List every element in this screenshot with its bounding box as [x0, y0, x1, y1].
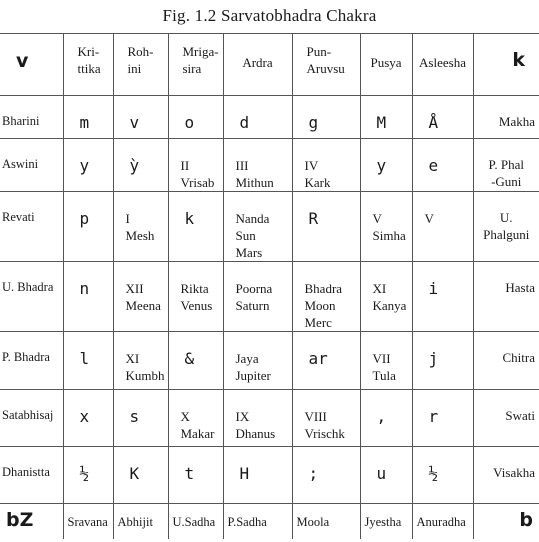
grid-cell-symbol: ½	[79, 464, 90, 483]
grid-cell	[360, 262, 412, 332]
header-label: Asleesha	[419, 55, 466, 70]
grid-cell-symbol: j	[428, 349, 439, 368]
grid-cell-symbol: n	[79, 279, 90, 298]
header-label: Pun- Aruvsu	[306, 44, 345, 76]
grid-cell	[113, 192, 168, 262]
footer-cell	[292, 504, 360, 539]
row-right-label: U. Phalguni	[483, 210, 530, 242]
grid-cell	[113, 390, 168, 447]
grid-cell	[168, 447, 223, 504]
grid-cell	[360, 192, 412, 262]
row-left-label: Revati	[2, 210, 35, 224]
corner-cell-top-right	[473, 34, 539, 96]
grid-cell	[168, 96, 223, 139]
header-cell	[412, 34, 473, 96]
grid-cell	[63, 139, 113, 192]
grid-row	[0, 192, 539, 262]
row-left-label: Bharini	[2, 114, 40, 128]
grid-cell-text: XI Kumbh	[125, 351, 165, 383]
grid-cell	[63, 447, 113, 504]
corner-bottom-right-symbol: b	[519, 509, 533, 531]
grid-cell-symbol: y	[79, 156, 90, 175]
row-left-label: Aswini	[2, 157, 39, 171]
grid-cell-symbol: i	[428, 279, 439, 298]
header-label: Ardra	[242, 55, 273, 70]
grid-cell-symbol: K	[129, 464, 140, 483]
grid-cell-text: III Mithun	[235, 158, 274, 190]
row-right-label-cell	[473, 262, 539, 332]
grid-cell-symbol: v	[129, 113, 140, 132]
grid-cell-symbol: p	[79, 209, 90, 228]
figure-title: Fig. 1.2 Sarvatobhadra Chakra	[162, 6, 377, 25]
footer-cell	[113, 504, 168, 539]
grid-cell	[168, 390, 223, 447]
sarvatobhadra-chakra-grid	[0, 33, 539, 539]
row-right-label: Hasta	[505, 280, 535, 295]
row-left-label: U. Bhadra	[2, 280, 54, 294]
row-left-label: Dhanistta	[2, 465, 50, 479]
grid-cell-text: Bhadra Moon Merc	[304, 281, 343, 330]
grid-row	[0, 332, 539, 390]
grid-cell-text: XII Meena	[125, 281, 161, 313]
footer-row	[0, 504, 539, 539]
grid-row	[0, 390, 539, 447]
footer-label: U.Sadha	[172, 515, 216, 529]
grid-cell-symbol: d	[239, 113, 250, 132]
grid-cell-symbol: s	[129, 407, 140, 426]
grid-cell	[292, 390, 360, 447]
grid-cell	[223, 262, 292, 332]
grid-cell	[223, 332, 292, 390]
header-cell	[168, 34, 223, 96]
grid-cell-symbol: ;	[308, 464, 319, 483]
row-right-label-cell	[473, 192, 539, 262]
row-left-label-cell	[0, 262, 63, 332]
grid-cell	[360, 447, 412, 504]
footer-cell	[63, 504, 113, 539]
header-label: Pusya	[370, 55, 402, 70]
grid-cell	[223, 139, 292, 192]
grid-cell-symbol: Å	[428, 113, 439, 132]
footer-label: Moola	[296, 515, 330, 529]
corner-cell-bottom-left	[0, 504, 63, 539]
header-label: Roh- ini	[127, 44, 154, 76]
grid-cell	[292, 262, 360, 332]
grid-cell-symbol: g	[308, 113, 319, 132]
footer-label: Anuradha	[416, 515, 466, 529]
header-label: Mriga- sira	[182, 44, 219, 76]
row-right-label-cell	[473, 390, 539, 447]
row-right-label: Swati	[505, 408, 535, 423]
grid-cell	[360, 139, 412, 192]
row-right-label-cell	[473, 96, 539, 139]
grid-cell-symbol: ½	[428, 464, 439, 483]
row-left-label: Satabhisaj	[2, 408, 54, 422]
grid-cell	[292, 139, 360, 192]
grid-cell-symbol: ,	[376, 407, 387, 426]
grid-cell	[292, 192, 360, 262]
row-right-label-cell	[473, 139, 539, 192]
grid-cell	[63, 390, 113, 447]
grid-cell-text: II Vrisab	[180, 158, 215, 190]
footer-cell	[360, 504, 412, 539]
row-right-label-cell	[473, 447, 539, 504]
grid-cell	[412, 390, 473, 447]
header-row	[0, 34, 539, 96]
header-cell	[63, 34, 113, 96]
grid-cell	[412, 96, 473, 139]
grid-cell	[412, 139, 473, 192]
grid-cell-text: VII Tula	[372, 351, 396, 383]
grid-cell	[63, 332, 113, 390]
footer-cell	[223, 504, 292, 539]
grid-cell-symbol: m	[79, 113, 90, 132]
row-right-label-cell	[473, 332, 539, 390]
header-cell	[113, 34, 168, 96]
grid-cell	[292, 96, 360, 139]
grid-cell-symbol: o	[184, 113, 195, 132]
row-right-label: Visakha	[493, 465, 535, 480]
grid-cell	[412, 262, 473, 332]
footer-label: Jyestha	[364, 515, 402, 529]
grid-cell	[360, 96, 412, 139]
corner-top-left-symbol: v	[16, 50, 29, 72]
grid-cell	[360, 332, 412, 390]
header-cell	[360, 34, 412, 96]
grid-cell	[113, 447, 168, 504]
row-left-label-cell	[0, 332, 63, 390]
grid-cell	[360, 390, 412, 447]
grid-cell-symbol: e	[428, 156, 439, 175]
header-cell	[292, 34, 360, 96]
grid-cell-text: V	[424, 211, 434, 226]
grid-cell-symbol: ỳ	[129, 156, 140, 175]
grid-cell-symbol: k	[184, 209, 195, 228]
corner-cell-bottom-right	[473, 504, 539, 539]
grid-cell-text: X Makar	[180, 409, 215, 441]
grid-cell	[113, 262, 168, 332]
row-left-label-cell	[0, 390, 63, 447]
grid-cell-symbol: M	[376, 113, 387, 132]
grid-cell	[292, 447, 360, 504]
grid-cell-symbol: r	[428, 407, 439, 426]
corner-top-right-symbol: k	[512, 49, 525, 71]
header-cell	[223, 34, 292, 96]
grid-cell-symbol: H	[239, 464, 250, 483]
grid-cell	[63, 96, 113, 139]
grid-row	[0, 96, 539, 139]
row-right-label: Makha	[498, 114, 535, 129]
grid-cell	[223, 447, 292, 504]
header-label: Kri- ttika	[77, 44, 101, 76]
grid-cell-text: V Simha	[372, 211, 406, 243]
row-left-label-cell	[0, 447, 63, 504]
grid-cell-text: Rikta Venus	[180, 281, 213, 313]
grid-cell	[113, 332, 168, 390]
grid-cell-symbol: l	[79, 349, 90, 368]
row-left-label-cell	[0, 192, 63, 262]
corner-bottom-left-symbol: bZ	[6, 509, 34, 531]
row-right-label: Chitra	[502, 350, 535, 365]
grid-cell	[412, 192, 473, 262]
corner-cell-top-left	[0, 34, 63, 96]
grid-cell	[223, 192, 292, 262]
grid-cell-symbol: ar	[308, 349, 328, 368]
grid-cell-symbol: t	[184, 464, 195, 483]
footer-cell	[168, 504, 223, 539]
footer-label: Sravana	[67, 515, 108, 529]
footer-label: Abhijit	[117, 515, 153, 529]
grid-cell-symbol: u	[376, 464, 387, 483]
grid-cell-text: Jaya Jupiter	[235, 351, 271, 383]
grid-cell	[168, 332, 223, 390]
grid-cell-symbol: x	[79, 407, 90, 426]
row-left-label: P. Bhadra	[2, 350, 50, 364]
grid-cell-text: XI Kanya	[372, 281, 407, 313]
grid-row	[0, 262, 539, 332]
footer-label: P.Sadha	[227, 515, 267, 529]
grid-cell	[63, 192, 113, 262]
grid-cell	[168, 192, 223, 262]
grid-cell	[223, 390, 292, 447]
grid-cell	[168, 139, 223, 192]
grid-cell	[168, 262, 223, 332]
footer-cell	[412, 504, 473, 539]
grid-cell-text: VIII Vrischk	[304, 409, 345, 441]
grid-cell-text: IX Dhanus	[235, 409, 276, 441]
grid-row	[0, 139, 539, 192]
grid-cell	[63, 262, 113, 332]
grid-cell	[292, 332, 360, 390]
row-right-label: P. Phal -Guni	[488, 157, 524, 189]
grid-cell-symbol: R	[308, 209, 319, 228]
grid-cell-text: Nanda Sun Mars	[235, 211, 270, 260]
grid-cell-symbol: y	[376, 156, 387, 175]
grid-cell-text: IV Kark	[304, 158, 331, 190]
grid-cell	[412, 332, 473, 390]
row-left-label-cell	[0, 96, 63, 139]
grid-row	[0, 447, 539, 504]
grid-cell	[113, 139, 168, 192]
grid-cell-text: Poorna Saturn	[235, 281, 273, 313]
grid-cell	[223, 96, 292, 139]
grid-cell	[113, 96, 168, 139]
row-left-label-cell	[0, 139, 63, 192]
grid-cell-symbol: &	[184, 349, 195, 368]
grid-cell-text: I Mesh	[125, 211, 155, 243]
grid-cell	[412, 447, 473, 504]
